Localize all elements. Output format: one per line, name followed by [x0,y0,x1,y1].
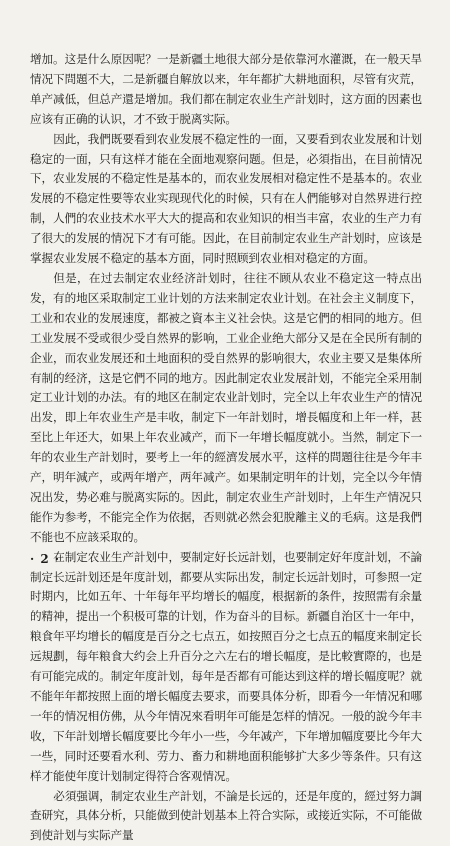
paragraph-3: 但是，在过去制定农业经济計划时，往往不顾从农业不稳定这一特点出发，有的地区采取制定工业计划的方法来制定农业计划。在社会主义制度下，工业和农业的发展速度，都被之資本主义社会快。这是它們的相同的地方。但工业发展不受或很少受自然界的影响，工业企业绝大部分又是在全民所有制的企业，而农业发展还和土地面积的受自然界的影响很大，农业主要又是集体所有制的经济，这是它們不同的地方。因此制定农业发展計划，不能完全采用制定工业计划的办法。有的地区在制定农业計划时，完全以上年农业生产的情况出发，即上年农业生产是丰收，制定下一年計划时，增長幅度和上年一样，甚至比上年还大，如果上年农业减产，而下一年增长幅度就小。当然，制定下一年的农业生产計划时，要考上一年的經濟发展水平，这样的問題往往是今年丰产，明年減产，或两年增产，两年减产。如果制定明年的计划，完全以今年情况出发，势必难与脱离实际的。因此，制定农业生产計划时，上年生产情况只能作为参考，不能完全作为依据，否则就必然会犯脫離主义的毛病。这是我們不能也不应該采取的。 [30,270,422,544]
paragraph-1: 增加。这是什么原因呢？一是新疆土地很大部分是依靠河水灌溉，在一般天旱情况下問題不大，二是新疆自解放以来，年年都扩大耕地面积，尽管有灾荒，单产减低，但总产還是增加。我们都在制定农业生产計划时，这方面的因素也应该有正确的认识，才不致于脱离实际。 [30,52,422,126]
page-number: · 2 · [30,552,61,566]
paragraph-4: 在制定农业生产計划中，要制定好长远計划，也要制定好年度計划，不論制定长远計划还是年度計划，都要从实际出发，制定长远計划时，可参照一定时期内，比如五年、十年每年平均增长的幅度，根据新的条件，按照需有余量的精神，提出一个积极可靠的计划，作为奋斗的目标。新疆自治区十一年中，粮食年平均增长的幅度是百分之七点五，如按照百分之七点五的幅度来制定长远規劃，每年粮食大约会上升百分之六左右的增长幅度，是比較實際的，也是有可能完成的。制定年度計划，每年是否都有可能达到这样的增长幅度呢？就不能年年都按照上面的增长幅度去要求，而要具体分析，即看今一年情况和哪一年的情况相仿佛，从今年情况來看明年可能是怎样的情况。一般的說今年丰收，下年計划增长幅度要比今年小一些，今年减产，下年增加幅度要比今年大一些，同时还要看水利、劳力、畜力和耕地面积能够扩大多少等条件。只有这样才能使年度计划制定得符合客观情况。 [30,549,422,783]
body-text [30,50,422,846]
paragraph-2: 因此，我們既要看到农业发展不稳定性的一面，又要看到农业发展和计划稳定的一面，只有这样才能在全面地观察问题。但是，必須指出，在目前情况下，农业发展的不稳定性是基本的，而农业发展相对稳定性不是基本的。农业发展的不稳定性要等农业实现现代化的时候，只有在人們能够对自然界进行控制，人們的农业技术水平大大的提高和农业知识的相当丰富，农业的生产力有了很大的发展的情况下才有可能。因此，在目前制定农业生产計划时，应该是掌握农业发展不稳定的基本方面，同时照顾到农业相对稳定的方面。 [30,131,422,266]
paragraph-5: 必須强调，制定农业生产計划，不論是长远的，还是年度的，經过努力調查研究，具体分析，只能做到使計划基本上符合实际，或接近实际，不可能做到使計划与实际产量 [30,788,422,843]
